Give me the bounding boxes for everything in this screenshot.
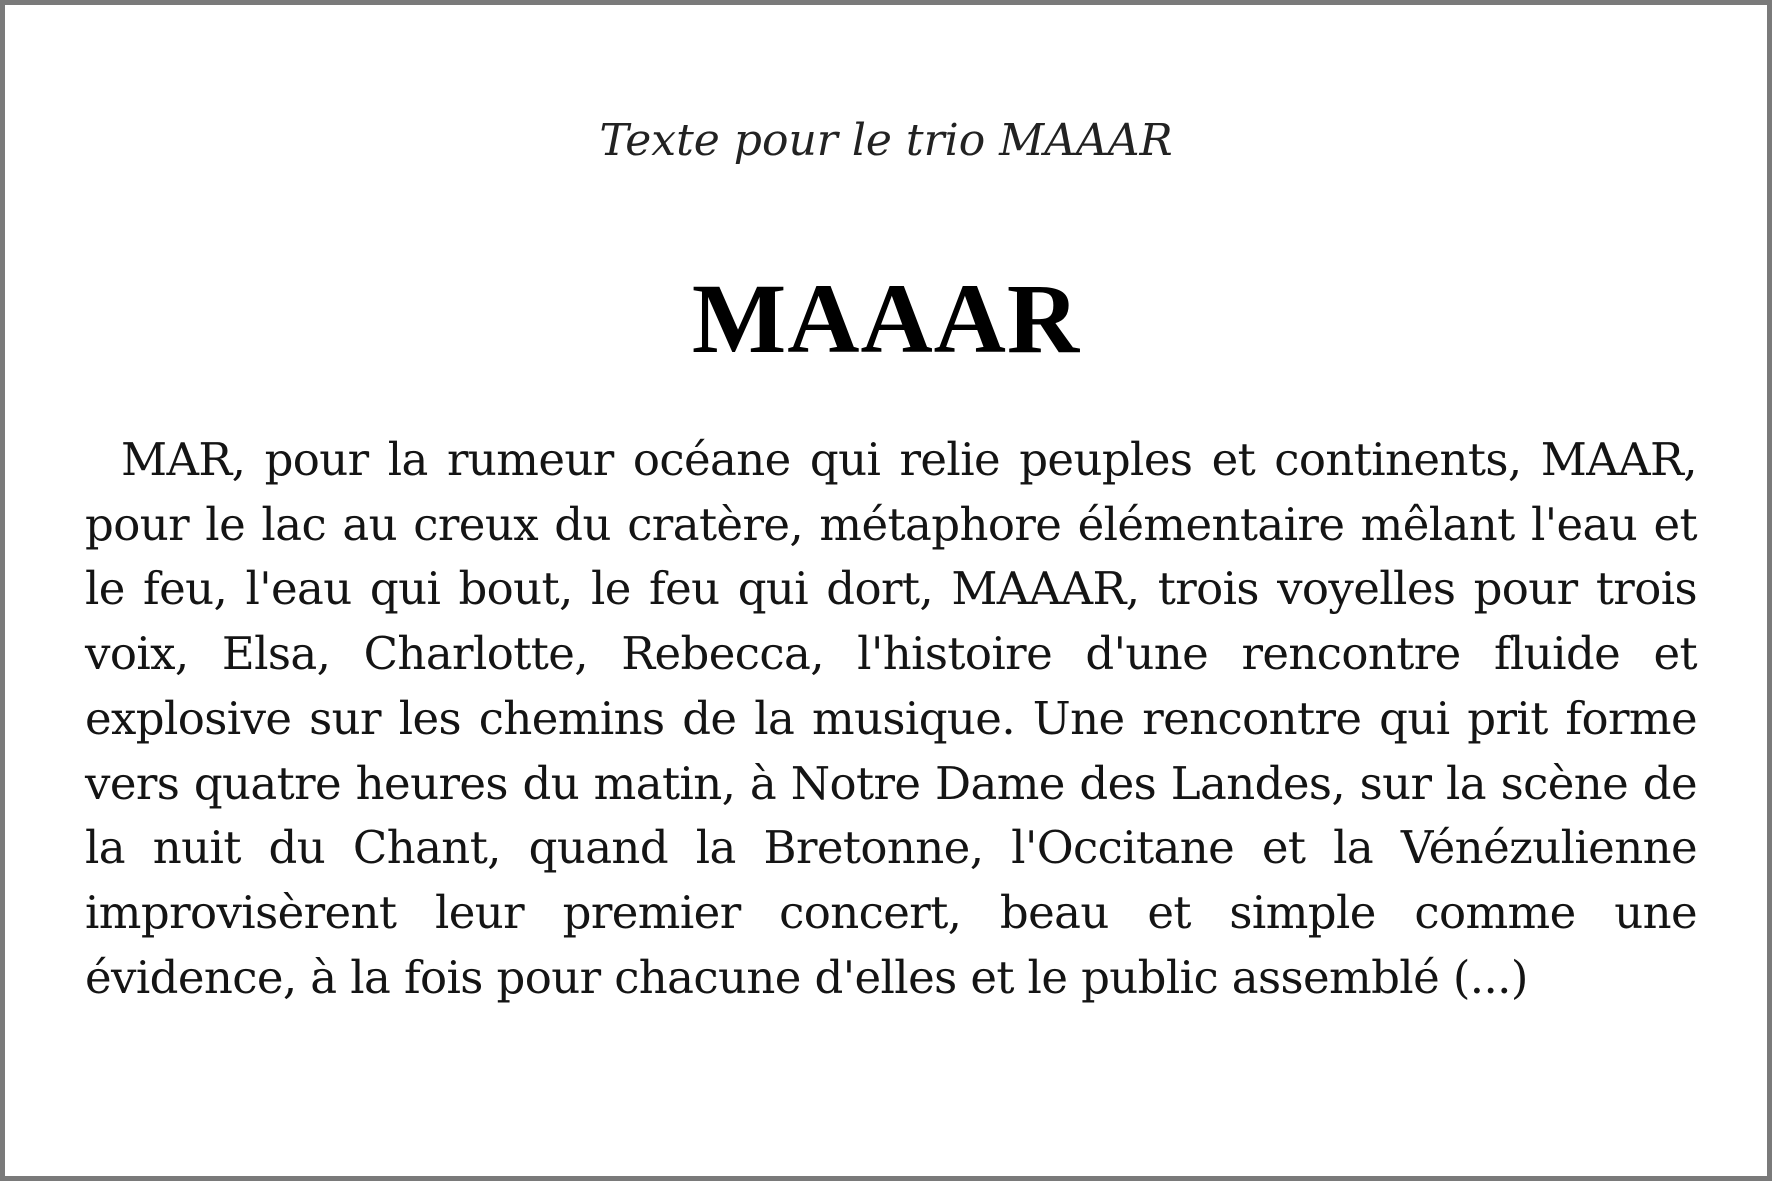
document-subtitle: Texte pour le trio MAAAR xyxy=(599,115,1173,166)
document-paragraph: MAR, pour la rumeur océane qui relie peuples et continents, MAAR, pour le lac au creux du cratère, métaphore élémentaire mêlant l'eau et le feu, l'eau qui bout, le feu qui dort, MAAAR, trois voyelles pour trois voix, Elsa, Charlotte, Rebecca, l'histoire d'une rencontre fluide et explosive sur les chemins de la musique. Une rencontre qui prit forme vers quatre heures du matin, à Notre Dame des Landes, sur la scène de la nuit du Chant, quand la Bretonne, l'Occitane et la Vénézulienne improvisèrent leur premier concert, beau et simple comme une évidence, à la fois pour chacune d'elles et le public assemblé (...) xyxy=(85,433,1697,1004)
document-title: MAAAR xyxy=(691,263,1081,374)
